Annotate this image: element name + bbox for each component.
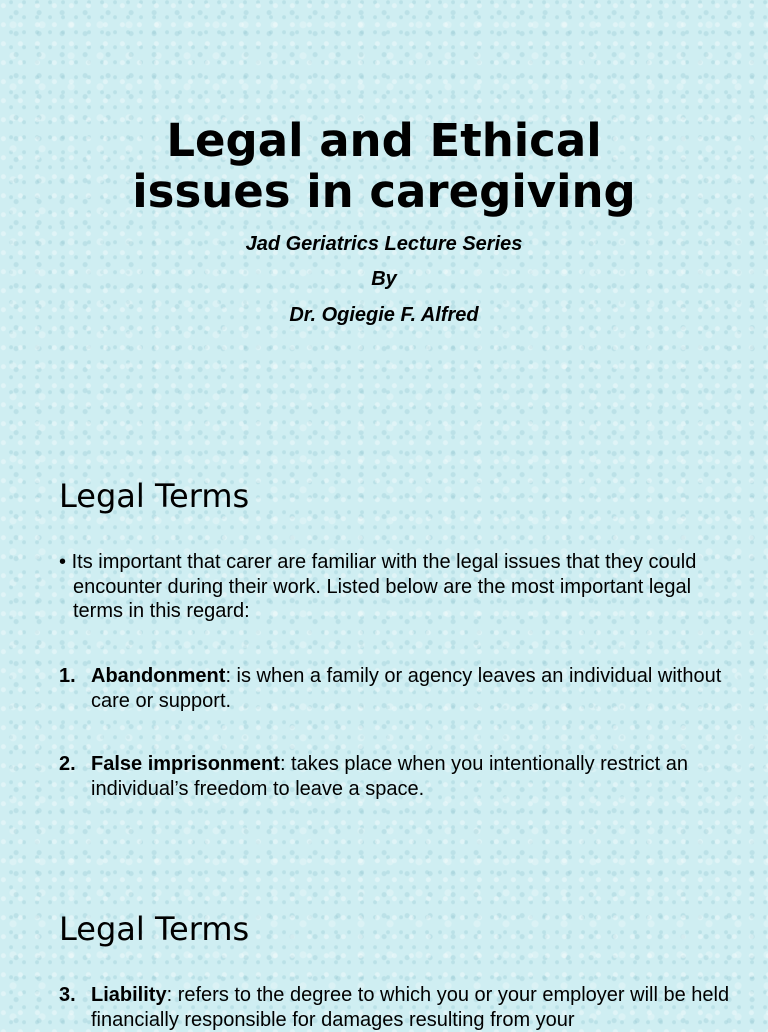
legal-terms-slide-2 (0, 858, 768, 1031)
slide-heading: Legal Terms (59, 910, 250, 948)
presentation-title (0, 115, 768, 217)
lecture-series: Jad Geriatrics Lecture Series (245, 233, 523, 255)
slide-heading: Legal Terms (59, 477, 250, 515)
author-name: Dr. Ogiegie F. Alfred (289, 304, 479, 326)
item-term: Abandonment (91, 665, 226, 687)
title-line-1: Legal and Ethical (166, 114, 602, 167)
list-item (59, 664, 751, 713)
item-definition: : is when a family or agency leaves an individual without care or support. (91, 665, 722, 712)
list-item (59, 983, 751, 1032)
by-label: By (371, 268, 397, 290)
item-term: Liability (91, 984, 167, 1006)
title-line-2: issues in caregiving (132, 165, 636, 218)
legal-terms-slide-1 (0, 428, 768, 858)
item-definition: : refers to the degree to which you or your employer will be held financially responsible for damages resulting from your (91, 984, 730, 1031)
title-slide (0, 0, 768, 428)
intro-text: Its important that carer are familiar with the legal issues that they could encounter during their work. Listed below are the most important legal terms in this regard: (71, 551, 697, 622)
item-number: 2. (59, 753, 76, 775)
item-number: 1. (59, 665, 76, 687)
item-definition: : takes place when you intentionally restrict an individual’s freedom to leave a space. (91, 753, 688, 800)
item-term: False imprisonment (91, 753, 280, 775)
list-item (59, 752, 751, 801)
intro-bullet (59, 550, 723, 624)
item-number: 3. (59, 984, 76, 1006)
bullet-icon: • (59, 551, 67, 573)
